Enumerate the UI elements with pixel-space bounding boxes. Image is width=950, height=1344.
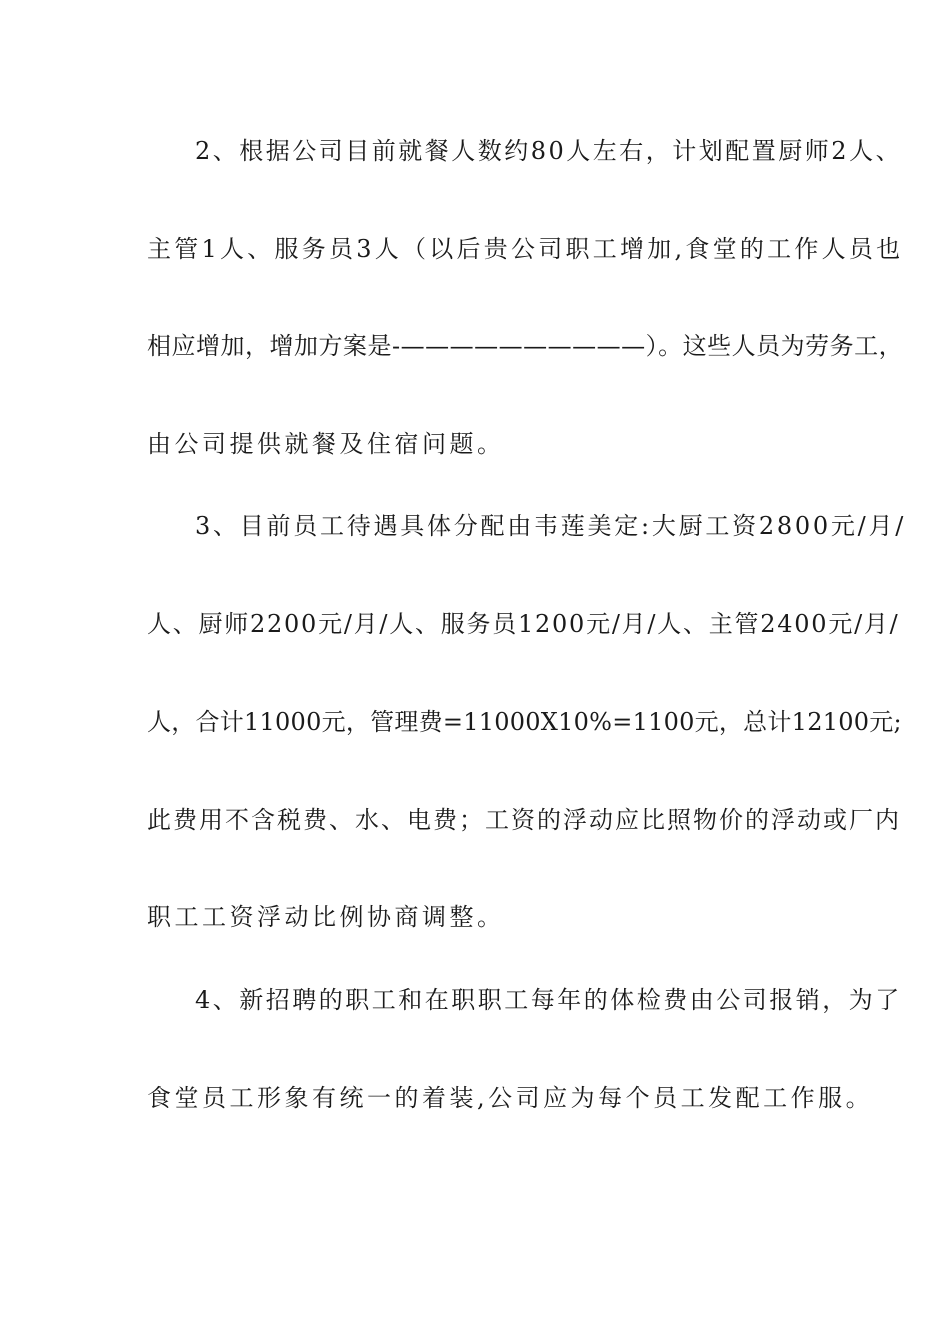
- paragraph-3-line-4: 此费用不含税费、水、电费；工资的浮动应比照物价的浮动或厂内: [147, 806, 901, 834]
- paragraph-3-line-2: 人、厨师2200元/月/人、服务员1200元/月/人、主管2400元/月/: [147, 610, 900, 638]
- paragraph-3-line-5: 职工工资浮动比例协商调整。: [147, 903, 505, 931]
- paragraph-2-line-3: 相应增加，增加方案是-——————————）。这些人员为劳务工，: [147, 332, 904, 360]
- paragraph-3-line-3: 人，合计11000元，管理费=11000X10%=1100元，总计12100元;: [147, 708, 902, 736]
- paragraph-4-line-1: 4、新招聘的职工和在职职工每年的体检费由公司报销，为了: [195, 986, 902, 1014]
- paragraph-2-line-4: 由公司提供就餐及住宿问题。: [147, 430, 505, 458]
- paragraph-2-line-2: 主管1人、服务员3人（以后贵公司职工增加,食堂的工作人员也: [147, 235, 904, 263]
- paragraph-3-line-1: 3、目前员工待遇具体分配由韦莲美定:大厨工资2800元/月/: [195, 512, 907, 540]
- paragraph-4-line-2: 食堂员工形象有统一的着装,公司应为每个员工发配工作服。: [147, 1084, 874, 1112]
- paragraph-2-line-1: 2、根据公司目前就餐人数约80人左右，计划配置厨师2人、: [195, 137, 903, 165]
